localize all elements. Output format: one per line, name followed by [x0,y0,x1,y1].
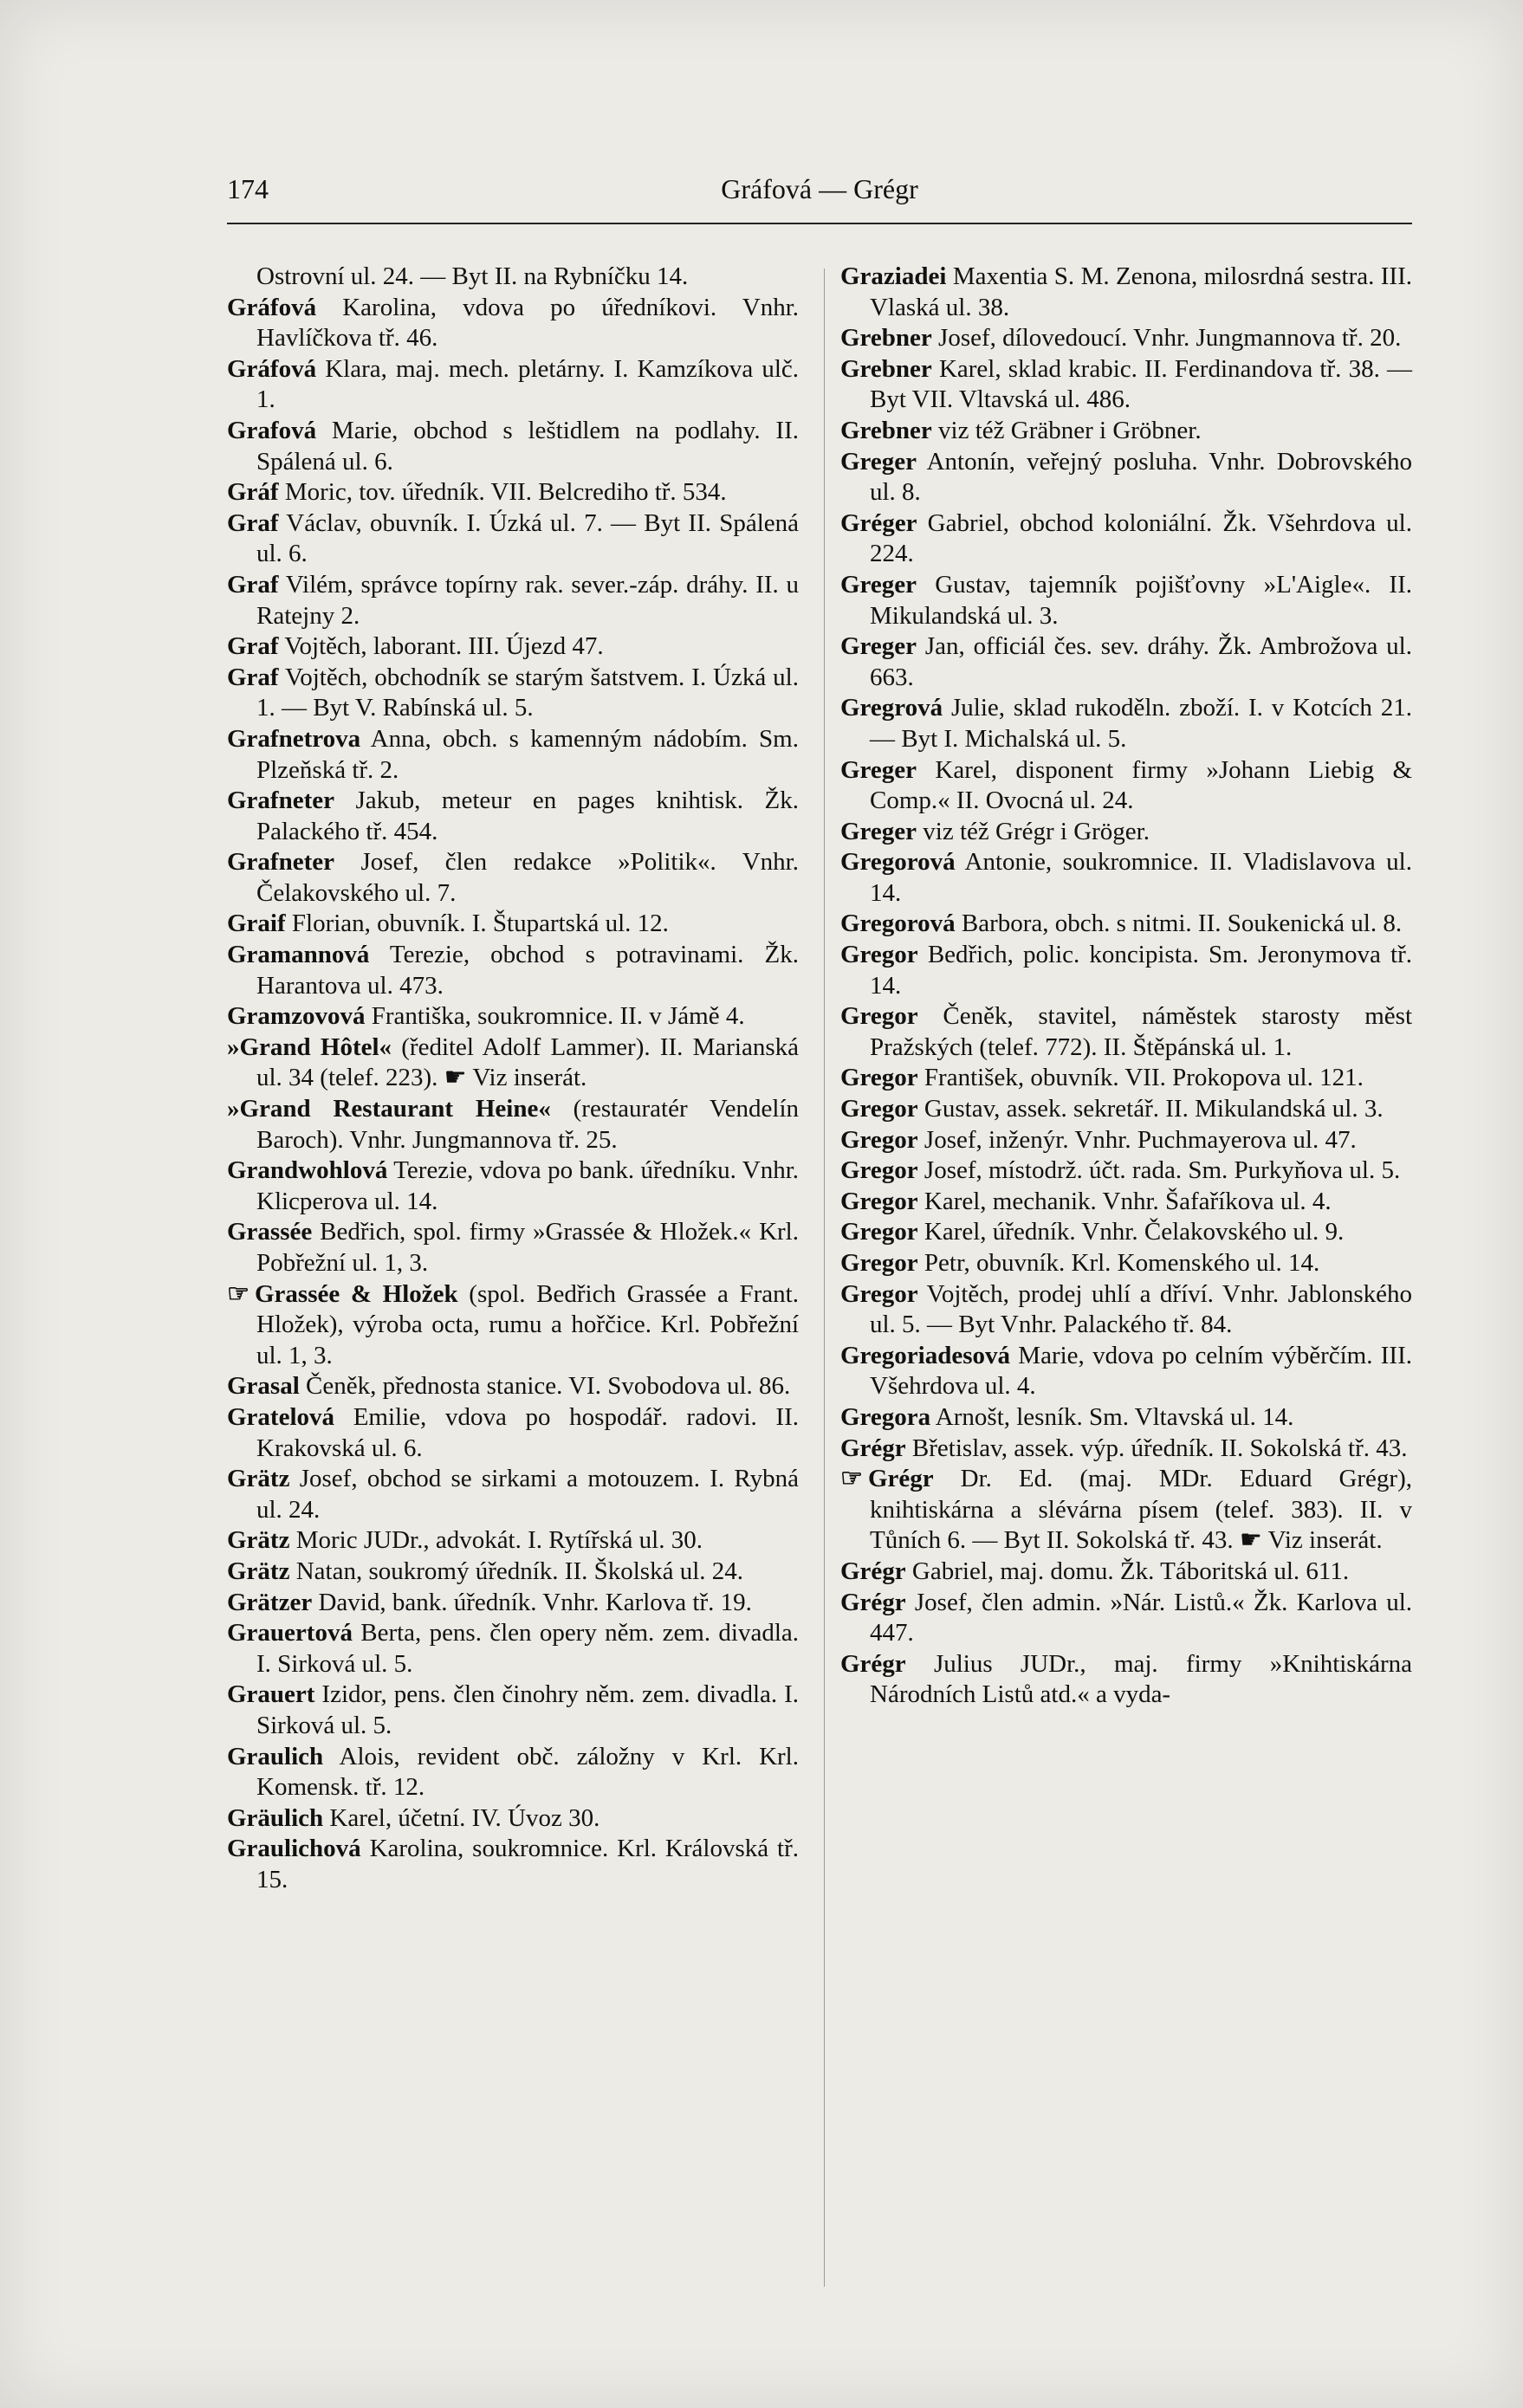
header-rule [227,223,1412,224]
entry-text: Dr. Ed. (maj. MDr. Eduard Grégr), knihtiskárna a slévárna písem (telef. 383). II. v Tůních 6. — Byt II. Sokolská tř. 43. ☛ Viz inserát. [870,1465,1412,1555]
entry-text: Berta, pens. člen opery něm. zem. divadla. I. Sirková ul. 5. [256,1619,799,1678]
entry-name: Gréger [840,508,917,537]
directory-entry [840,631,1412,693]
entry-name: Grégr [840,1557,906,1585]
directory-entry [227,631,799,663]
directory-entry [227,508,799,570]
directory-entry [840,1187,1412,1218]
entry-name: Grégr [840,1434,906,1462]
entry-name: Graf [227,632,279,661]
entry-name: Greger [840,817,917,845]
entry-name: Graf [227,570,279,599]
entry-name: Gregor [840,1125,918,1154]
entry-text: Karel, účetní. IV. Úvoz 30. [323,1803,600,1832]
entry-name: Gregor [840,1095,918,1123]
directory-entry [840,1063,1412,1094]
directory-entry [227,1803,799,1835]
directory-entry [840,1402,1412,1434]
entry-text: Petr, obuvník. Krl. Komenského ul. 14. [917,1249,1320,1277]
entry-text: (spol. Bedřich Grassée a Frant. Hložek), výroba octa, rumu a hořčice. Krl. Pobřežní ul. 1, 3. [256,1279,799,1369]
entry-text: Bedřich, spol. firmy »Grassée & Hložek.« Krl. Pobřežní ul. 1, 3. [256,1218,799,1277]
directory-entry [227,1588,799,1619]
directory-entry [840,1341,1412,1402]
entry-text: viz též Gräbner i Gröbner. [931,416,1202,444]
directory-entry [840,817,1412,848]
entry-name: Graulichová [227,1835,361,1863]
entry-text: Klara, maj. mech. pletárny. I. Kamzíkova ulč. 1. [256,354,799,414]
entry-name: Grasal [227,1372,300,1401]
entry-name: Gregor [840,1218,918,1246]
left-column [227,262,799,1895]
directory-entry [227,1464,799,1525]
directory-entry [840,570,1412,631]
directory-entry [840,1155,1412,1187]
directory-entry [840,847,1412,909]
entry-name: Graif [227,909,286,938]
entry-name: Greger [840,570,917,599]
entry-text: Moric, tov. úředník. VII. Belcrediho tř. 534. [278,478,727,507]
entry-text: Jakub, meteur en pages knihtisk. Žk. Palackého tř. 454. [256,786,799,845]
entry-text: Josef, dílovedoucí. Vnhr. Jungmannova tř. 20. [931,324,1402,353]
entry-name: Grebner [840,416,932,444]
entry-name: Gráf [227,478,279,507]
entry-name: Gräulich [227,1803,324,1832]
entry-name: Grandwohlová [227,1156,388,1185]
directory-entry [840,354,1412,416]
entry-name: Graziadei [840,262,947,290]
entry-text: Terezie, obchod s potravinami. Žk. Harantova ul. 473. [256,941,799,1000]
directory-entry [840,755,1412,817]
entry-text: Gustav, assek. sekretář. II. Mikulandská ul. 3. [917,1095,1384,1123]
entry-name: Grégr [868,1465,934,1493]
directory-entry [227,1279,799,1372]
directory-entry [227,786,799,847]
directory-entry [840,909,1412,940]
entry-name: Grafová [227,416,317,444]
entry-name: Grégr [840,1649,906,1678]
directory-entry [227,293,799,354]
directory-entry [227,663,799,724]
entry-text: Karel, úředník. Vnhr. Čelakovského ul. 9. [917,1218,1345,1246]
directory-entry [227,909,799,940]
directory-entry [840,262,1412,323]
entry-text: Karel, disponent firmy »Johann Liebig & Comp.« II. Ovocná ul. 24. [870,755,1412,815]
directory-entry [227,1217,799,1278]
directory-entry [840,1557,1412,1588]
entry-name: Grassée & Hložek [255,1279,458,1308]
entry-text: Ostrovní ul. 24. — Byt II. na Rybníčku 14. [256,262,689,290]
directory-entry [227,1680,799,1741]
entry-name: Grafneter [227,786,334,815]
directory-entry [227,1402,799,1464]
entry-text: Julie, sklad rukoděln. zboží. I. v Kotcích 21. — Byt I. Michalská ul. 5. [870,694,1412,753]
entry-text: Terezie, vdova po bank. úředníku. Vnhr. Klicperova ul. 14. [256,1156,799,1215]
entry-text: Julius JUDr., maj. firmy »Knihtiskárna Národních Listů atd.« a vyda- [870,1649,1412,1709]
entry-text: František, obuvník. VII. Prokopova ul. 121. [917,1064,1364,1092]
directory-entry [227,1557,799,1588]
directory-entry [227,724,799,786]
entry-text: (restauratér Vendelín Baroch). Vnhr. Jungmannova tř. 25. [256,1095,800,1154]
directory-entry [840,1649,1412,1711]
entry-text: Antonie, soukromnice. II. Vladislavova ul. 14. [870,848,1412,907]
directory-entry [840,323,1412,354]
entry-text: Karolina, soukromnice. Krl. Královská tř. 15. [256,1835,799,1893]
directory-entry [840,1125,1412,1156]
directory-entry [840,508,1412,570]
entry-name: Greger [840,447,917,476]
directory-entry [227,1742,799,1803]
entry-text: Arnošt, lesník. Sm. Vltavská ul. 14. [930,1402,1294,1431]
entry-text: Gabriel, maj. domu. Žk. Táboritská ul. 611. [905,1557,1350,1585]
directory-entry [227,1155,799,1217]
entry-name: Grebner [840,354,932,383]
entry-text: Anna, obch. s kamenným nádobím. Sm. Plzeňská tř. 2. [256,724,799,784]
directory-entry [840,1248,1412,1279]
entry-name: Gráfová [227,293,317,321]
directory-entry [227,1094,799,1155]
entry-name: Gregoriadesová [840,1341,1010,1369]
directory-entry [227,1001,799,1032]
directory-entry [227,570,799,631]
entry-name: Greger [840,755,917,784]
entry-name: Graf [227,663,279,691]
directory-entry [840,1464,1412,1557]
directory-entry [840,416,1412,447]
entry-name: Graf [227,508,279,537]
entry-text: Vojtěch, prodej uhlí a dříví. Vnhr. Jablonského ul. 5. — Byt Vnhr. Palackého tř. 84. [870,1279,1412,1339]
entry-name: Gregorová [840,909,956,938]
entry-text: Karolina, vdova po úředníkovi. Vnhr. Havlíčkova tř. 46. [256,293,799,353]
entry-name: Gratelová [227,1402,335,1431]
entry-text: Josef, obchod se sirkami a motouzem. I. Rybná ul. 24. [256,1465,799,1524]
entry-text: Bedřich, polic. koncipista. Sm. Jeronymova tř. 14. [870,941,1412,1000]
entry-text: (ředitel Adolf Lammer). II. Marianská ul. 34 (telef. 223). ☛ Viz inserát. [256,1032,799,1092]
pointing-hand-icon: ☞ [840,1465,863,1493]
entry-name: Grätz [227,1465,290,1493]
entry-text: Karel, mechanik. Vnhr. Šafaříkova ul. 4. [917,1187,1332,1215]
entry-text: Vojtěch, obchodník se starým šatstvem. I. Úzká ul. 1. — Byt V. Rabínská ul. 5. [256,663,799,722]
entry-name: Gregor [840,1156,918,1185]
entry-text: Antonín, veřejný posluha. Vnhr. Dobrovského ul. 8. [870,447,1412,507]
directory-entry [227,477,799,508]
entry-name: »Grand Hôtel« [227,1032,392,1061]
entry-text: Čeněk, přednosta stanice. VI. Svobodova ul. 86. [299,1372,791,1401]
directory-entry [227,940,799,1001]
entry-name: Gráfová [227,354,317,383]
entry-name: Graulich [227,1742,324,1770]
page-header [227,173,1412,215]
entry-text: Izidor, pens. člen činohry něm. zem. divadla. I. Sirková ul. 5. [256,1680,799,1739]
entry-name: Gregor [840,1187,918,1215]
page-number: 174 [227,173,269,204]
entry-text: Moric JUDr., advokát. I. Rytířská ul. 30. [289,1526,703,1555]
directory-entry [840,1094,1412,1125]
entry-text: Vojtěch, laborant. III. Újezd 47. [278,632,604,661]
entry-text: David, bank. úředník. Vnhr. Karlova tř. 19. [312,1588,752,1616]
directory-entry [227,847,799,909]
entry-name: Grauertová [227,1619,353,1647]
entry-name: Gregor [840,1279,918,1308]
directory-entry [840,940,1412,1001]
entry-name: Greger [840,632,917,661]
directory-entry [840,1588,1412,1649]
entry-name: Gregor [840,941,918,969]
directory-entry [227,1371,799,1402]
directory-entry [227,416,799,477]
column-divider [824,269,825,2287]
directory-entry [840,1279,1412,1341]
entry-text: Josef, člen admin. »Nár. Listů.« Žk. Karlova ul. 447. [870,1588,1412,1647]
directory-entry [840,1434,1412,1465]
entry-name: Gregor [840,1064,918,1092]
entry-name: Grafnetrova [227,724,361,753]
entry-name: Gregor [840,1249,918,1277]
entry-name: Gregrová [840,694,943,722]
entry-name: Gramzovová [227,1002,366,1031]
entry-text: Josef, místodrž. účt. rada. Sm. Purkyňova ul. 5. [917,1156,1401,1185]
entry-name: Gregor [840,1002,918,1031]
entry-text: Barbora, obch. s nitmi. II. Soukenická ul. 8. [955,909,1403,938]
entry-text: Natan, soukromý úředník. II. Školská ul. 24. [289,1557,744,1585]
entry-text: Gustav, tajemník pojišťovny »L'Aigle«. II. Mikulandská ul. 3. [870,570,1412,630]
entry-name: Grauert [227,1680,315,1709]
entry-text: Florian, obuvník. I. Štupartská ul. 12. [285,909,669,938]
entry-text: Karel, sklad krabic. II. Ferdinandova tř. 38. — Byt VII. Vltavská ul. 486. [870,354,1412,414]
entry-name: Gregorová [840,848,956,877]
directory-entry [840,447,1412,508]
entry-text: Břetislav, assek. výp. úředník. II. Sokolská tř. 43. [905,1434,1408,1462]
entry-text: Vilém, správce topírny rak. sever.-záp. dráhy. II. u Ratejny 2. [256,570,799,630]
entry-text: Václav, obuvník. I. Úzká ul. 7. — Byt II. Spálená ul. 6. [256,508,799,568]
entry-name: »Grand Restaurant Heine« [227,1095,551,1123]
entry-name: Grafneter [227,848,334,877]
entry-name: Grassée [227,1218,313,1246]
entry-text: Františka, soukromnice. II. v Jámě 4. [365,1002,745,1031]
directory-entry [227,1032,799,1094]
entry-text: Alois, revident obč. záložny v Krl. Krl. Komensk. tř. 12. [256,1742,799,1802]
entry-name: Grätz [227,1557,290,1585]
right-column [840,262,1412,1711]
running-title: Gráfová — Grégr [721,173,918,204]
entry-text: Josef, člen redakce »Politik«. Vnhr. Čelakovského ul. 7. [256,848,799,907]
entry-text: Marie, vdova po celním výběrčím. III. Všehrdova ul. 4. [870,1341,1412,1401]
entry-name: Grätzer [227,1588,313,1616]
entry-name: Gramannová [227,941,370,969]
entry-text: Jan, officiál čes. sev. dráhy. Žk. Ambrožova ul. 663. [870,632,1412,691]
entry-name: Grebner [840,324,932,353]
entry-text: Čeněk, stavitel, náměstek starosty měst Pražských (telef. 772). II. Štěpánská ul. 1. [870,1002,1412,1061]
entry-text: Emilie, vdova po hospodář. radovi. II. Krakovská ul. 6. [256,1402,799,1462]
directory-entry [840,1001,1412,1063]
directory-entry [227,1834,799,1895]
directory-entry [227,1618,799,1680]
directory-entry [840,1217,1412,1248]
entry-text: viz též Grégr i Gröger. [917,817,1150,845]
entry-name: Gregora [840,1402,931,1431]
entry-text: Josef, inženýr. Vnhr. Puchmayerova ul. 47. [917,1125,1357,1154]
directory-entry [227,262,799,293]
pointing-hand-icon: ☞ [227,1279,250,1308]
directory-entry [840,693,1412,754]
directory-entry [227,354,799,416]
entry-name: Grätz [227,1526,290,1555]
entry-text: Maxentia S. M. Zenona, milosrdná sestra. III. Vlaská ul. 38. [870,262,1412,321]
entry-text: Marie, obchod s leštidlem na podlahy. II. Spálená ul. 6. [256,416,799,476]
directory-entry [227,1525,799,1557]
entry-name: Grégr [840,1588,906,1616]
entry-text: Gabriel, obchod koloniální. Žk. Všehrdova ul. 224. [870,508,1412,568]
